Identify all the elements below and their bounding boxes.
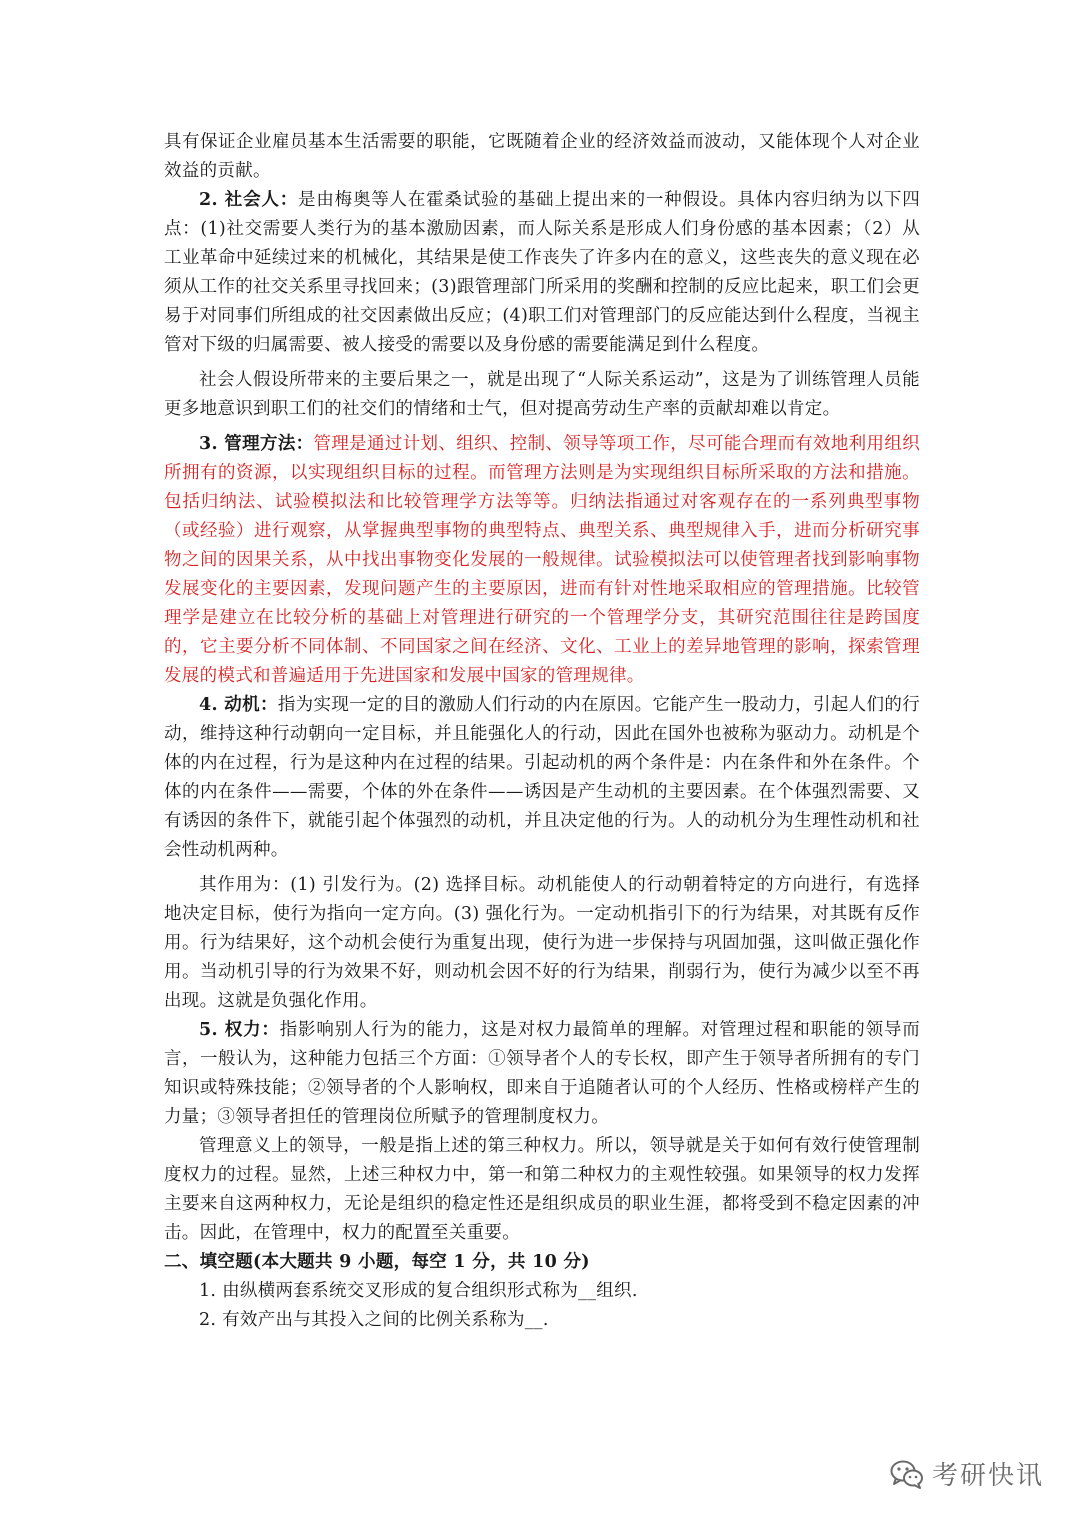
document-page bbox=[164, 128, 920, 1335]
watermark-text: 考研快讯 bbox=[931, 1461, 1044, 1491]
paragraph-motivation-function bbox=[164, 871, 920, 1016]
paragraph-power bbox=[164, 1016, 920, 1132]
paragraph-text: 社会人假设所带来的主要后果之一，就是出现了“人际关系运动”，这是为了训练管理人员能更多地意识到职工们的社交们的情绪和士气，但对提高劳动生产率的贡献却难以肯定。 bbox=[164, 370, 920, 419]
paragraph-text: 指为实现一定的目的激励人们行动的内在原因。它能产生一股动力，引起人们的行动，维持这种行动朝向一定目标，并且能强化人的行动，因此在国外也被称为驱动力。动机是个体的内在过程，行为是这种内在过程的结果。引起动机的两个条件是：内在条件和外在条件。个体的内在条件——需要，个体的外在条件——诱因是产生动机的主要因素。在个体强烈需要、又有诱因的条件下，就能引起个体强烈的动机，并且决定他的行为。人的动机分为生理性动机和社会性动机两种。 bbox=[164, 695, 920, 860]
term-management-method: 3. 管理方法： bbox=[199, 434, 314, 454]
paragraph-social-man bbox=[164, 186, 920, 360]
paragraph-text: 是由梅奥等人在霍桑试验的基础上提出来的一种假设。具体内容归纳为以下四点：(1)社交需要人类行为的基本激励因素，而人际关系是形成人们身份感的基本因素；（2）从工业革命中延续过来的机械化，其结果是使工作丧失了许多内在的意义，这些丧失的意义现在必须从工作的社交关系里寻找回来；(3)跟管理部门所采用的奖酬和控制的反应比起来，职工们会更易于对同事们所组成的社交因素做出反应；(4)职工们对管理部门的反应能达到什么程度，当视主管对下级的归属需要、被人接受的需要以及身份感的需要能满足到什么程度。 bbox=[164, 190, 920, 355]
paragraph-text: 其作用为：(1) 引发行为。(2) 选择目标。动机能使人的行动朝着特定的方向进行，有选择地决定目标，使行为指向一定方向。(3) 强化行为。一定动机指引下的行为结果，对其既有反作用。行为结果好，这个动机会使行为重复出现，使行为进一步保持与巩固加强，这叫做正强化作用。当动机引导的行为效果不好，则动机会因不好的行为结果，削弱行为，使行为减少以至不再出现。这就是负强化作用。 bbox=[164, 875, 920, 1011]
term-power: 5. 权力： bbox=[199, 1020, 280, 1040]
paragraph-leadership bbox=[164, 1132, 920, 1248]
question-2: 2. 有效产出与其投入之间的比例关系称为__. bbox=[199, 1310, 549, 1330]
highlighted-answer-text: 管理是通过计划、组织、控制、领导等项工作，尽可能合理而有效地利用组织所拥有的资源，以实现组织目标的过程。而管理方法则是为实现组织目标所采取的方法和措施。包括归纳法、试验模拟法和比较管理学方法等等。归纳法指通过对客观存在的一系列典型事物（或经验）进行观察，从掌握典型事物的典型特点、典型关系、典型规律入手，进而分析研究事物之间的因果关系，从中找出事物变化发展的一般规律。试验模拟法可以使管理者找到影响事物发展变化的主要因素，发现问题产生的主要原因，进而有针对性地采取相应的管理措施。比较管理学是建立在比较分析的基础上对管理进行研究的一个管理学分支，其研究范围往往是跨国度的，它主要分析不同体制、不同国家之间在经济、文化、工业上的差异地管理的影响，探索管理发展的模式和普遍适用于先进国家和发展中国家的管理规律。 bbox=[164, 434, 920, 686]
term-motivation: 4. 动机： bbox=[199, 695, 278, 715]
term-social-man: 2. 社会人： bbox=[199, 190, 299, 210]
paragraph-management-method bbox=[164, 430, 920, 691]
paragraph-text: 具有保证企业雇员基本生活需要的职能，它既随着企业的经济效益而波动，又能体现个人对企业效益的贡献。 bbox=[164, 132, 920, 181]
paragraph-text: 管理意义上的领导，一般是指上述的第三种权力。所以，领导就是关于如何有效行使管理制度权力的过程。显然，上述三种权力中，第一和第二种权力的主观性较强。如果领导的权力发挥主要来自这两种权力，无论是组织的稳定性还是组织成员的职业生涯，都将受到不稳定因素的冲击。因此，在管理中，权力的配置至关重要。 bbox=[164, 1136, 920, 1243]
paragraph-motivation bbox=[164, 691, 920, 865]
paragraph-social-man-consequence bbox=[164, 366, 920, 424]
paragraph-salary-continued bbox=[164, 128, 920, 186]
question-1: 1. 由纵横两套系统交叉形成的复合组织形式称为__组织. bbox=[199, 1281, 638, 1301]
section-heading-fill-blank: 二、填空题(本大题共 9 小题，每空 1 分，共 10 分) bbox=[164, 1252, 590, 1272]
wechat-icon bbox=[890, 1459, 924, 1489]
paragraph-text: 指影响别人行为的能力，这是对权力最简单的理解。对管理过程和职能的领导而言，一般认为，这种能力包括三个方面：①领导者个人的专长权，即产生于领导者所拥有的专门知识或特殊技能；②领导者的个人影响权，即来自于追随者认可的个人经历、性格或榜样产生的力量；③领导者担任的管理岗位所赋予的管理制度权力。 bbox=[164, 1020, 920, 1127]
watermark bbox=[890, 1455, 1044, 1492]
